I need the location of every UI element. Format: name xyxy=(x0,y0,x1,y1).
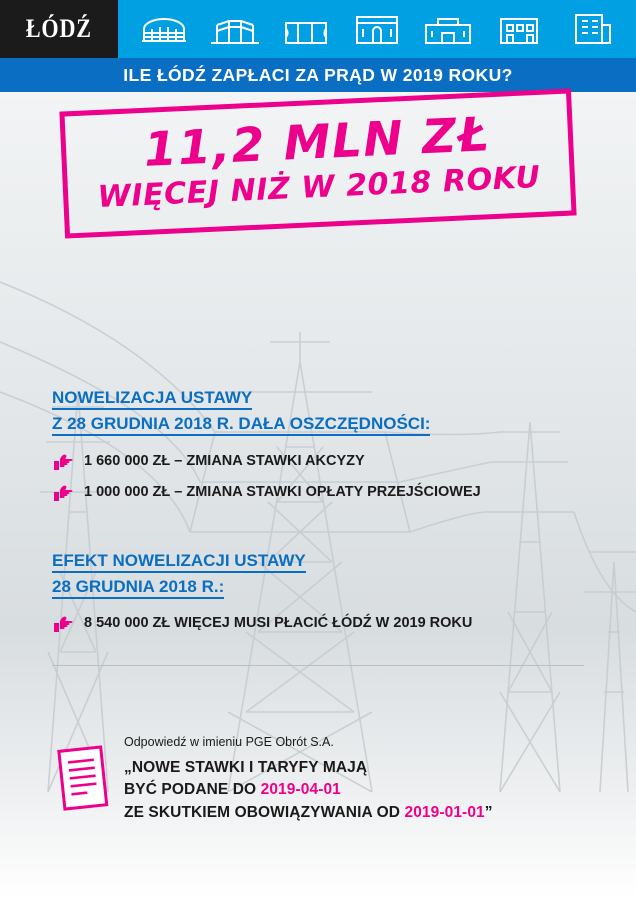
building-arena-icon xyxy=(136,9,192,49)
quote-line-3-text: ZE SKUTKIEM OBOWIĄZYWANIA OD xyxy=(124,803,405,821)
list-item xyxy=(52,614,584,635)
page-title-band xyxy=(0,58,636,92)
footer-divider xyxy=(52,665,584,666)
quote-date-effective: 2019-01-01 xyxy=(404,803,485,821)
section-effect-heading-line1: EFEKT NOWELIZACJI USTAWY xyxy=(52,551,306,573)
list-item-label: 8 540 000 ZŁ WIĘCEJ MUSI PŁACIĆ ŁÓDŹ W 2019 ROKU xyxy=(84,615,473,632)
building-palace-icon xyxy=(420,9,476,49)
section-savings-bullets xyxy=(52,452,584,504)
section-savings-heading-line2: Z 28 GRUDNIA 2018 R. DAŁA OSZCZĘDNOŚCI: xyxy=(52,414,430,436)
quote-line-2 xyxy=(124,779,493,801)
section-effect-bullets xyxy=(52,614,584,635)
city-logo[interactable] xyxy=(0,0,118,58)
list-item xyxy=(52,452,584,473)
document-icon xyxy=(52,743,114,824)
building-bridge-icon xyxy=(207,9,263,49)
logo-text: ŁÓDŹ xyxy=(25,14,93,43)
pointing-hand-icon xyxy=(52,615,74,635)
stamp-amount: 11,2 MLN ZŁ xyxy=(142,107,492,178)
answer-source-label: Odpowiedź w imieniu PGE Obrót S.A. xyxy=(124,735,334,749)
header-bar xyxy=(0,0,636,58)
section-effect-heading-line2: 28 GRUDNIA 2018 R.: xyxy=(52,577,224,599)
answer-block xyxy=(0,735,636,824)
headline-stamp xyxy=(59,88,576,238)
building-hall-icon xyxy=(278,9,334,49)
headline-stamp-wrapper xyxy=(0,100,636,227)
pointing-hand-icon xyxy=(52,453,74,473)
quote-close-mark: ” xyxy=(484,803,493,821)
quote-line-3 xyxy=(124,802,493,824)
answer-text-body xyxy=(124,735,493,824)
page-title: ILE ŁÓDŹ ZAPŁACI ZA PRĄD W 2019 ROKU? xyxy=(123,64,513,85)
building-icons-strip xyxy=(118,0,636,58)
building-gate-icon xyxy=(349,9,405,49)
section-effect-heading xyxy=(52,548,584,601)
quote-line-2-text: BYĆ PODANE DO xyxy=(124,781,261,799)
quote-line-1: „NOWE STAWKI I TARYFY MAJĄ xyxy=(124,759,368,776)
quote-date-publication: 2019-04-01 xyxy=(260,781,341,799)
list-item-label: 1 660 000 ZŁ – ZMIANA STAWKI AKCYZY xyxy=(84,452,365,469)
section-effect xyxy=(0,548,636,636)
pointing-hand-icon xyxy=(52,484,74,504)
section-savings-heading-line1: NOWELIZACJA USTAWY xyxy=(52,388,252,410)
section-spacer xyxy=(0,514,636,548)
building-townhouse-icon xyxy=(491,9,547,49)
list-item-label: 1 000 000 ZŁ – ZMIANA STAWKI OPŁATY PRZEJŚCIOWEJ xyxy=(84,483,481,500)
building-tower-icon xyxy=(562,9,618,49)
stamp-subtext: WIĘCEJ NIŻ W 2018 ROKU xyxy=(96,159,542,215)
list-item xyxy=(52,483,584,504)
section-savings xyxy=(0,385,636,504)
sections-container xyxy=(0,385,636,666)
section-savings-heading xyxy=(52,385,584,438)
